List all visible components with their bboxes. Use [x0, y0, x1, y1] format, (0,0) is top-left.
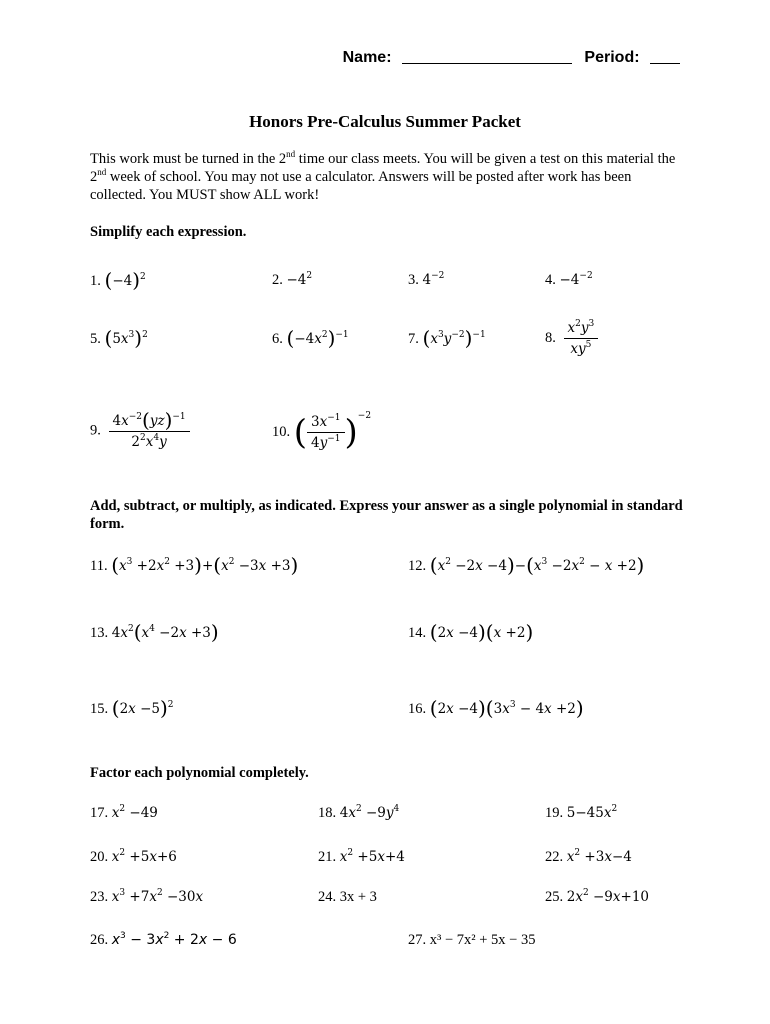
problem-26: 26. $x^3 - 3x^2 + 2x - 6$	[90, 931, 237, 948]
problem-23: 23. $x^3 +7x^2 -30x$	[90, 888, 204, 905]
problem-27: 27. x³ − 7x² + 5x − 35	[408, 932, 536, 948]
intro-paragraph: This work must be turned in the 2nd time our class meets. You will be given a test on this material the 2nd week of school. You may not use a calculator. Answers will be posted after work has been collected. You MUST show ALL work!	[90, 149, 676, 203]
problem-21: 21. $x^2 +5x+4$	[318, 848, 405, 865]
problem-18: 18. $4x^2 -9y^4$	[318, 804, 400, 821]
page-title: Honors Pre-Calculus Summer Packet	[249, 112, 521, 131]
problem-6: 6. $(-4x^2)^{-1}$	[272, 326, 349, 350]
problem-14: 14. (2x −4)(x +2)	[408, 620, 534, 644]
polynomial-heading: Add, subtract, or multiply, as indicated. Express your answer as a single polynomial in standard form.	[90, 498, 683, 532]
problem-3: 3. $4^{-2}$	[408, 271, 445, 288]
period-blank[interactable]	[650, 48, 680, 64]
name-period-line	[0, 48, 680, 67]
problem-7: 7. $(x^3y^{-2})^{-1}$	[408, 326, 486, 350]
simplify-heading: Simplify each expression.	[90, 224, 247, 240]
problem-25: 25. $2x^2 -9x+10$	[545, 888, 650, 905]
problem-11: 11. $(x^3 +2x^2 +3)+(x^2 -3x +3)$	[90, 553, 299, 577]
problem-19: 19. $5-45x^2$	[545, 804, 618, 821]
period-label: Period:	[584, 49, 640, 66]
problem-15: 15. $(2x -5)^2$	[90, 696, 174, 720]
problem-12: 12. $(x^2 -2x -4)-(x^3 -2x^2 - x +2)$	[408, 553, 645, 577]
problem-8: 8. $\frac{x^2y^3}{xy^5}$	[545, 318, 598, 359]
problem-1: 1. $(-4)^2$	[90, 268, 146, 292]
problem-24: 24. 3x + 3	[318, 889, 377, 905]
problem-13: 13. $4x^2(x^4 -2x +3)$	[90, 620, 219, 644]
problem-22: 22. $x^2 +3x-4$	[545, 848, 632, 865]
problem-9: 9. $\frac{4x^{-2}(yz)^{-1}}{2^2x^4y}$	[90, 410, 190, 452]
problem-2: 2. $-4^2$	[272, 271, 313, 288]
problem-20: 20. $x^2 +5x+6$	[90, 848, 177, 865]
problem-17: 17. $x^2 -49$	[90, 804, 158, 821]
factor-heading: Factor each polynomial completely.	[90, 765, 309, 781]
name-label: Name:	[342, 49, 392, 66]
problem-16: 16. $(2x -4)(3x^3 - 4x +2)$	[408, 696, 584, 720]
problem-4: 4. $-4^{-2}$	[545, 271, 593, 288]
name-blank[interactable]	[402, 48, 572, 64]
problem-5: 5. $(5x^3)^2$	[90, 326, 148, 350]
problem-10: 10. ( $\frac{3x^{-1}}{4y^{-1}}$ )$^{-2}$	[272, 411, 372, 453]
